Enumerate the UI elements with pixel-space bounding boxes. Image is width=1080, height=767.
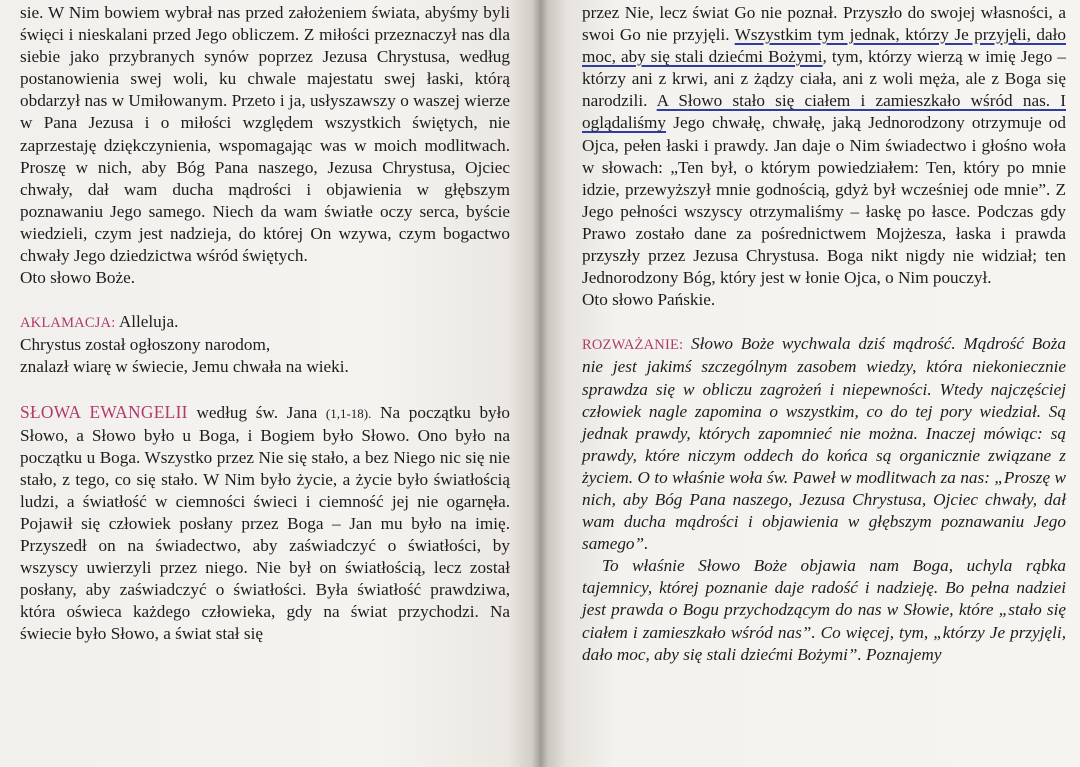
underlined-passage-1: Wszystkim tym jednak, którzy Je przyjęli, dało moc, aby się stali dziećmi Bożymi [582,25,1066,67]
acclamation-label: AKLAMACJA: [20,315,116,332]
spacer [20,289,510,311]
acclamation-text: Alleluja. [118,312,179,332]
reflection-label: ROZWAŻANIE: [582,337,684,354]
reflection-paragraph-2: To właśnie Słowo Boże objawia nam Boga, uchyla rąbka tajemnicy, której poznanie daje radość i nadzieję. Bo pełna nadziei jest prawda o Bogu przychodzącym do nas w Słowie, które „stało się ciałem i zamieszkało wśród nas”. Co więcej, tym, „którzy Je przyjęli, dało moc, aby się stali dziećmi Bożymi”. Poznajemy [582,556,1066,664]
gospel-reference: (1,1-18). [325,405,372,421]
reflection-paragraph-1 [582,333,1066,555]
gospel-continued [582,2,1066,289]
spacer [20,379,510,401]
spacer [582,311,1066,333]
gospel-closing: Oto słowo Pańskie. [582,290,716,310]
gospel-label: SŁOWA EWANGELII [20,401,188,422]
letter-closing: Oto słowo Boże. [20,268,136,288]
gospel-paragraph [20,401,510,646]
acclamation-block [20,311,510,334]
gospel-text: Na początku było Słowo, a Słowo było u Boga, i Bogiem było Słowo. Ono było na początku u Boga. Wszystko przez Nie się stało, a bez Niego nic się nie stało, z tego, co się stało. W Nim było życie, a życie było światłością ludzi, a światłość w ciemności świeci i ciemność jej nie ogarnęła. Pojawił się człowiek posłany przez Boga – Jan mu było na imię. Przyszedł on na świadectwo, aby zaświadczyć o światłości, by wszyscy uwierzyli przez niego. Nie był on światłością, lecz został posłany, aby zaświadczyć o światłości. Była światłość prawdziwa, która oświeca każdego człowieka, gdy na świat przychodzi. Na świecie było Słowo, a świat stał się [20,402,511,644]
gospel-text-part-3: Jego chwałę, chwałę, jaką Jednorodzony otrzymuje od Ojca, pełen łaski i prawdy. Jan daje o Nim świadectwo i głośno woła w słowach: „Ten był, o którym powiedziałem: Ten, który po mnie idzie, przewyższył mnie godnością, gdyż był wcześniej ode mnie”. Z Jego pełności wszyscy otrzymaliśmy – łaskę po łasce. Podczas gdy Prawo zostało dane za pośrednictwem Mojżesza, łaska i prawda przyszły przez Jezusa Chrystusa. Boga nikt nigdy nie widział; ten Jednorodzony Bóg, który jest w łonie Ojca, o Nim pouczył. [582,113,1066,288]
acclamation-line-1: Chrystus został ogłoszony narodom, [20,335,271,355]
acclamation-line-2: znalazł wiarę w świecie, Jemu chwała na wieki. [20,357,349,377]
gospel-text-part-1: przez Nie, lecz świat Go nie poznał. Przyszło do swojej własności, a swoi Go nie przyjęli. [582,3,1066,45]
book-gutter [532,0,548,767]
reflection-text-1: Słowo Boże wychwala dziś mądrość. Mądrość Boża nie jest jakimś szczególnym zasobem wiedzy, która niekoniecznie sprawdza się w obliczu zagrożeń i niepewności. Wtedy najczęściej człowiek nagle zapomina o wszystkim, co do tej pory wiedział. Są jednak prawdy, których zapomnieć nie można. Inaczej mówiąc: są prawdy, które niczym oddech do końca są organicznie związane z życiem. O to właśnie woła św. Paweł w modlitwach za nas: „Proszę w nich, aby Bóg Pana naszego, Jezusa Chrystusa, Ojciec chwały, dał wam ducha mądrości i objawienia w głębszym poznawaniu Jego samego”. [582,334,1066,554]
gospel-intro: według św. Jana [196,402,318,422]
right-page [540,0,1080,767]
gospel-text-part-2: , tym, którzy wierzą w imię Jego – którzy ani z krwi, ani z żądzy ciała, ani z woli męża, ale z Boga się narodzili. [582,47,1066,111]
letter-paragraph: sie. W Nim bowiem wybrał nas przed założeniem świata, abyśmy byli święci i nieskalani przed Jego obliczem. Z miłości przeznaczył nas dla siebie jako przybranych synów poprzez Jezusa Chrystusa, według postanowienia swej woli, ku chwale majestatu swej łaski, którą obdarzył nas w Umiłowanym. Przeto i ja, usłyszawszy o waszej wierze w Pana Jezusa i o miłości względem wszystkich świętych, nie zaprzestaję dziękczynienia, wspomagając was w moich modlitwach. Proszę w nich, aby Bóg Pana naszego, Jezusa Chrystusa, Ojciec chwały, dał wam ducha mądrości i objawienia w głębszym poznawaniu Jego samego. Niech da wam światłe oczy serca, byście wiedzieli, czym jest nadzieja, do której On wzywa, czym bogactwo chwały Jego dziedzictwa wśród świętych. [20,3,510,266]
underlined-passage-2: A Słowo stało się ciałem i zamieszkało wśród nas. I oglądaliśmy [582,91,1066,133]
